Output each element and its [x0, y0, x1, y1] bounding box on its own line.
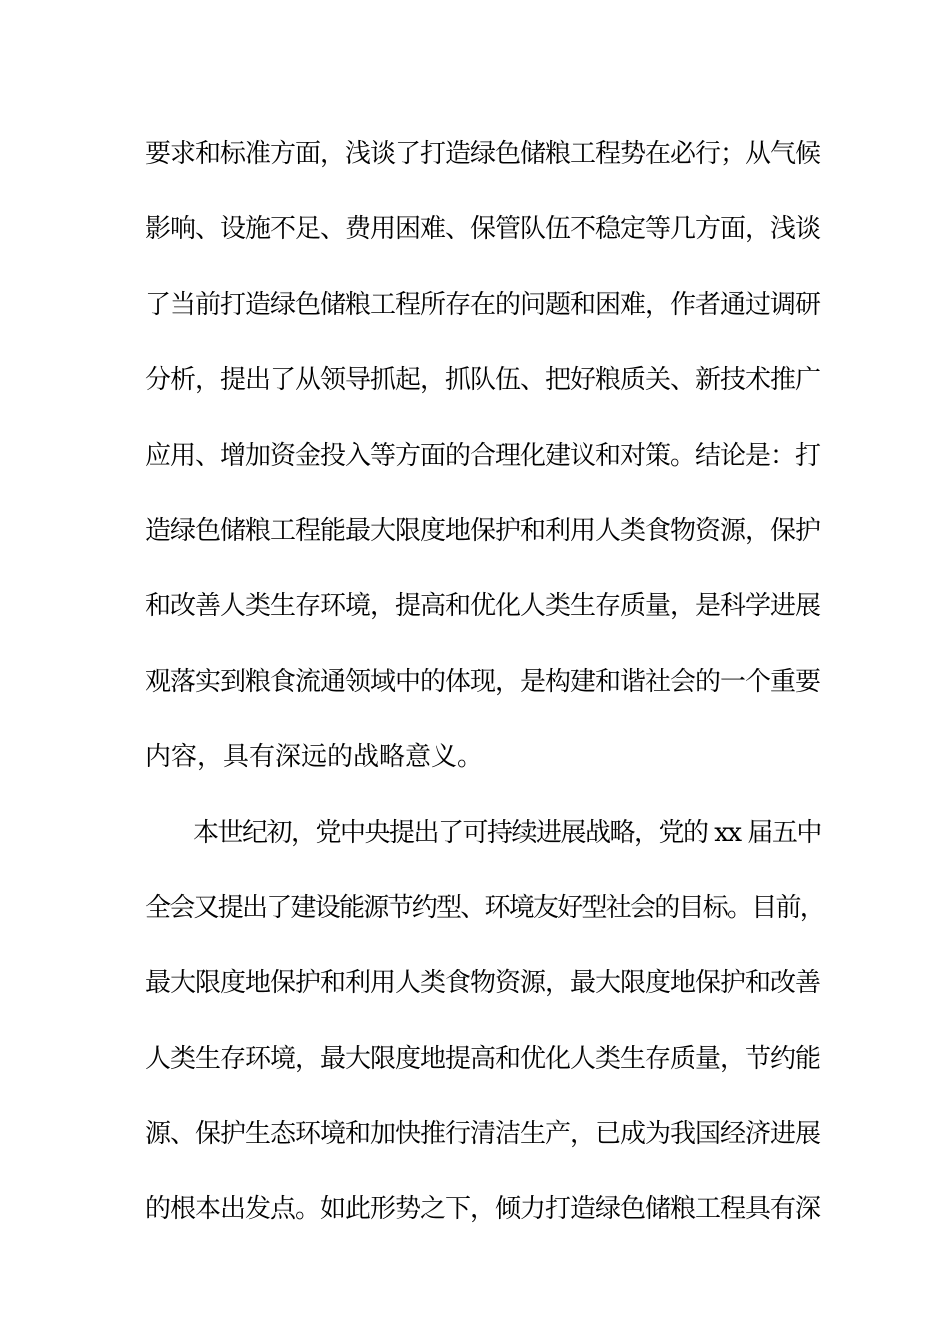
text-line: 分析，提出了从领导抓起，抓队伍、把好粮质关、新技术推广	[145, 365, 821, 396]
text-line: 影响、设施不足、费用困难、保管队伍不稳定等几方面，浅谈	[145, 214, 821, 245]
text-line: 人类生存环境，最大限度地提高和优化人类生存质量，节约能	[145, 1043, 821, 1074]
text-line: 了当前打造绿色储粮工程所存在的问题和困难，作者通过调研	[145, 289, 821, 320]
text-line: 的根本出发点。如此形势之下，倾力打造绿色储粮工程具有深	[145, 1194, 821, 1225]
text-line: 全会又提出了建设能源节约型、环境友好型社会的目标。目前，	[145, 892, 825, 923]
text-line: 最大限度地保护和利用人类食物资源，最大限度地保护和改善	[145, 968, 821, 999]
body-text	[145, 129, 825, 1260]
paragraph-first-line: 本世纪初，党中央提出了可持续进展战略，党的 xx 届五中	[193, 817, 821, 848]
text-line: 观落实到粮食流通领域中的体现，是构建和谐社会的一个重要	[145, 666, 821, 697]
text-line: 要求和标准方面，浅谈了打造绿色储粮工程势在必行；从气候	[145, 139, 821, 169]
text-line: 造绿色储粮工程能最大限度地保护和利用人类食物资源，保护	[145, 515, 821, 546]
text-line: 和改善人类生存环境，提高和优化人类生存质量，是科学进展	[145, 591, 821, 622]
text-line: 内容，具有深远的战略意义。	[145, 742, 484, 773]
text-line: 源、保护生态环境和加快推行清洁生产，已成为我国经济进展	[145, 1119, 821, 1150]
text-line: 应用、增加资金投入等方面的合理化建议和对策。结论是：打	[145, 440, 821, 471]
